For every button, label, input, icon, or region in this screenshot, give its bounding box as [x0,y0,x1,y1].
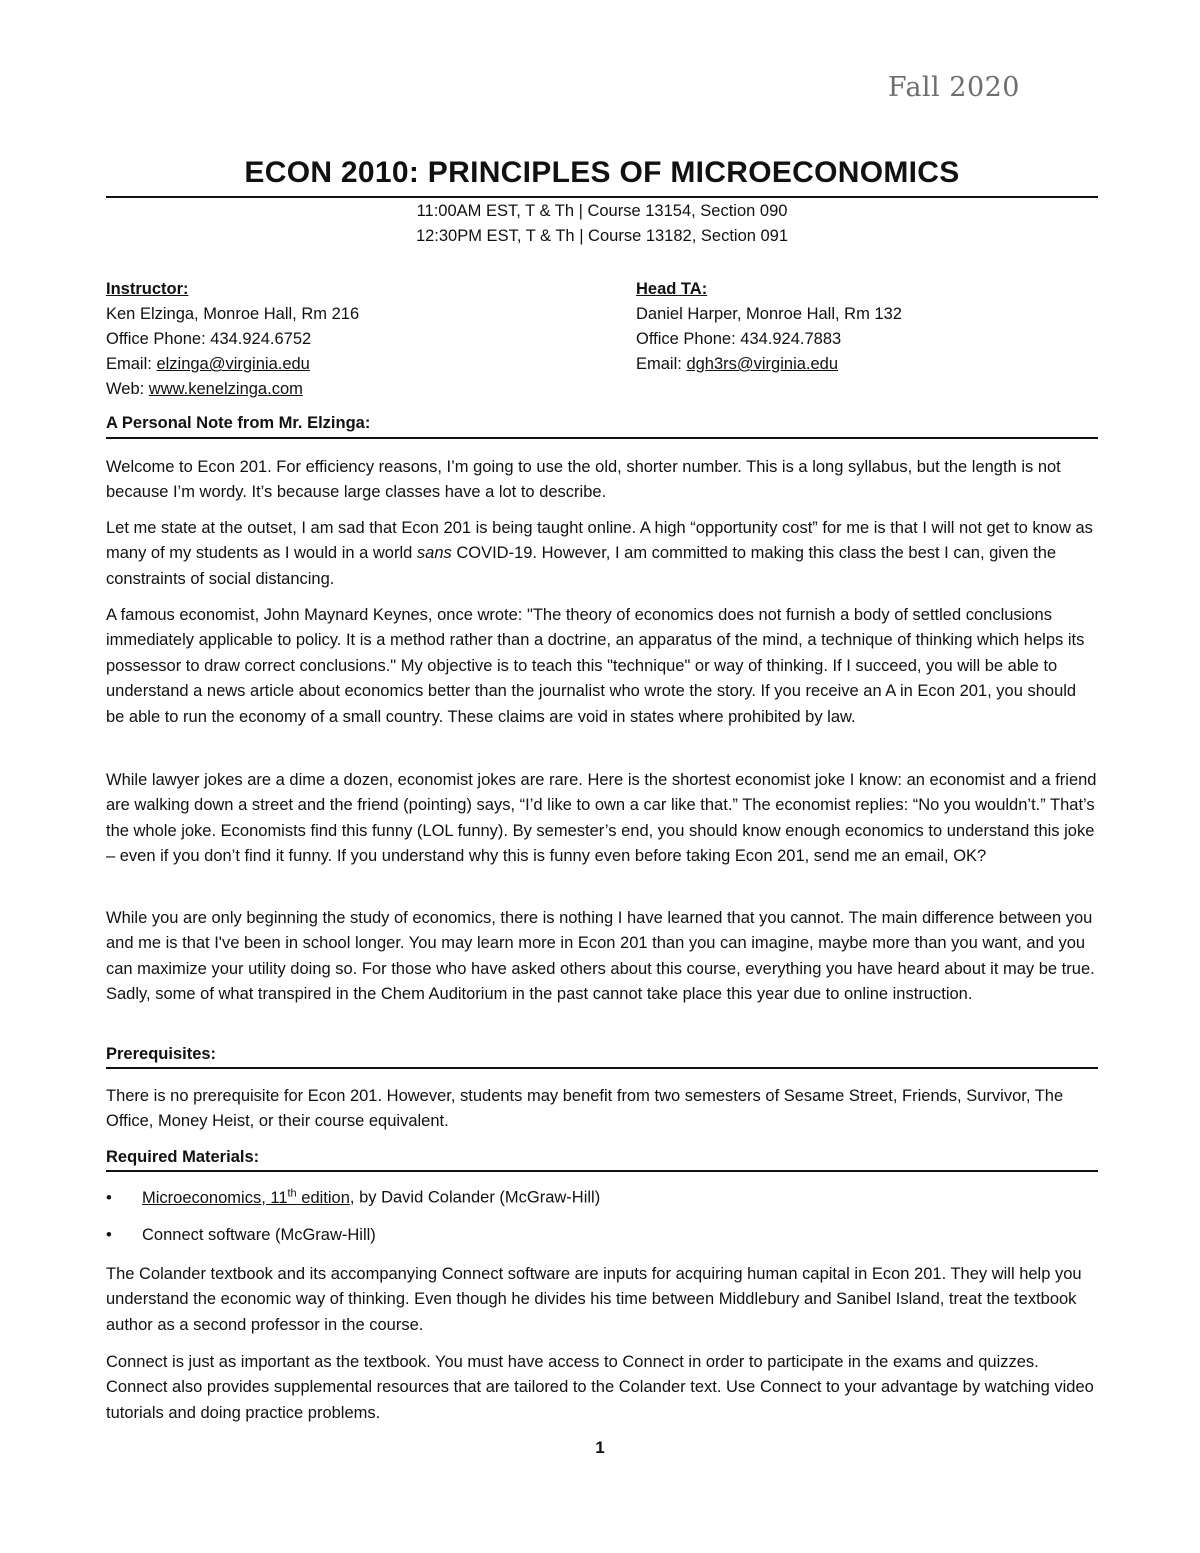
head-ta-phone: Office Phone: 434.924.7883 [636,330,842,348]
textbook-title [142,1189,350,1207]
personal-note-divider [106,437,1098,439]
note-p2-part-a: Let me state at the outset, I am sad that Econ 201 is being taught online. A high “opportunity cost” for me is that I will not get to know as many of my students as I would in a world [106,519,1093,563]
bullet-icon: • [106,1188,112,1207]
head-ta-email-row [636,352,902,377]
head-ta-email-link[interactable]: dgh3rs@virginia.edu [686,355,839,373]
head-ta-block [636,277,902,377]
head-ta-name-office: Daniel Harper, Monroe Hall, Rm 132 [636,305,902,323]
materials-item-textbook [106,1187,600,1208]
instructor-email-link[interactable]: elzinga@virginia.edu [156,355,310,373]
instructor-name-office: Ken Elzinga, Monroe Hall, Rm 216 [106,305,360,323]
materials-divider [106,1170,1098,1172]
course-title: ECON 2010: PRINCIPLES OF MICROECONOMICS [244,156,960,189]
note-paragraph-1: Welcome to Econ 201. For efficiency reasons, I’m going to use the old, shorter number. This is a long syllabus, but the length is not because I’m wordy. It’s because large classes have a lot to describe. [106,458,1061,502]
note-paragraph-2 [106,516,1098,592]
prerequisites-divider [106,1067,1098,1069]
head-ta-email-label: Email: [636,355,687,373]
textbook-author: , by David Colander (McGraw-Hill) [349,1188,601,1207]
textbook-edition-sup: th [287,1187,297,1199]
connect-item-text: Connect software (McGraw-Hill) [142,1226,376,1244]
personal-note-heading: A Personal Note from Mr. Elzinga: [106,414,371,432]
term-label: Fall 2020 [887,72,1020,103]
instructor-email-row [106,352,359,377]
materials-paragraph-2: Connect is just as important as the textbook. You must have access to Connect in order to participate in the exams and quizzes. Connect also provides supplemental resources that are tailored to the Colander text. Use Connect to your advantage by watching video tutorials and doing practice problems. [106,1353,1094,1422]
note-paragraph-3: A famous economist, John Maynard Keynes, once wrote: "The theory of economics does not furnish a body of settled conclusions immediately applicable to policy. It is a method rather than a doctrine, an apparatus of the mind, a technique of thinking which helps its possessor to draw correct conclusions." My objective is to teach this "technique" or way of thinking. If I succeed, you will be able to understand a news article about economics better than the journalist who wrote the story. If you receive an A in Econ 201, you should be able to run the economy of a small country. These claims are void in states where prohibited by law. [106,606,1085,726]
instructor-web-row [106,377,359,402]
materials-heading: Required Materials: [106,1148,260,1166]
prerequisites-paragraph: There is no prerequisite for Econ 201. However, students may benefit from two semesters of Sesame Street, Friends, Survivor, The Office, Money Heist, or their course equivalent. [106,1087,1064,1131]
instructor-web-link[interactable]: www.kenelzinga.com [148,380,303,398]
instructor-email-label: Email: [106,355,157,373]
note-p2-emphasis: sans [416,544,452,563]
page-number: 1 [595,1438,605,1457]
head-ta-heading: Head TA: [636,280,708,298]
textbook-title-text: Microeconomics, 11 [142,1188,288,1207]
bullet-icon: • [106,1226,112,1244]
section-line-1: 11:00AM EST, T & Th | Course 13154, Section 090 [416,202,788,220]
prerequisites-heading: Prerequisites: [106,1045,217,1063]
note-paragraph-4: While lawyer jokes are a dime a dozen, economist jokes are rare. Here is the shortest economist joke I know: an economist and a friend are walking down a street and the friend (pointing) says, “I’d like to own a car like that.” The economist replies: “No you wouldn’t.” That’s the whole joke. Economists find this funny (LOL funny). By semester’s end, you should know enough economics to understand this joke – even if you don’t find it funny. If you understand why this is funny even before taking Econ 201, send me an email, OK? [106,771,1097,866]
textbook-edition: edition [296,1188,350,1207]
materials-item-connect [106,1226,376,1245]
title-divider [106,196,1098,198]
note-paragraph-5: While you are only beginning the study of economics, there is nothing I have learned that you cannot. The main difference between you and me is that I've been in school longer. You may learn more in Econ 201 than you can imagine, maybe more than you want, and you can maximize your utility doing so. For those who have asked others about this course, everything you have heard about it may be true. Sadly, some of what transpired in the Chem Auditorium in the past cannot take place this year due to online instruction. [106,909,1095,1004]
instructor-block [106,277,359,402]
instructor-web-label: Web: [106,380,149,398]
materials-paragraph-1: The Colander textbook and its accompanying Connect software are inputs for acquiring human capital in Econ 201. They will help you understand the economic way of thinking. Even though he divides his time between Middlebury and Sanibel Island, treat the textbook author as a second professor in the course. [106,1265,1082,1334]
note-p2-part-b: COVID-19. However, I am committed to making this class the best I can, given the constraints of social distancing. [106,544,1057,588]
section-line-2: 12:30PM EST, T & Th | Course 13182, Section 091 [415,227,789,245]
instructor-phone: Office Phone: 434.924.6752 [106,330,312,348]
instructor-heading: Instructor: [106,280,189,298]
